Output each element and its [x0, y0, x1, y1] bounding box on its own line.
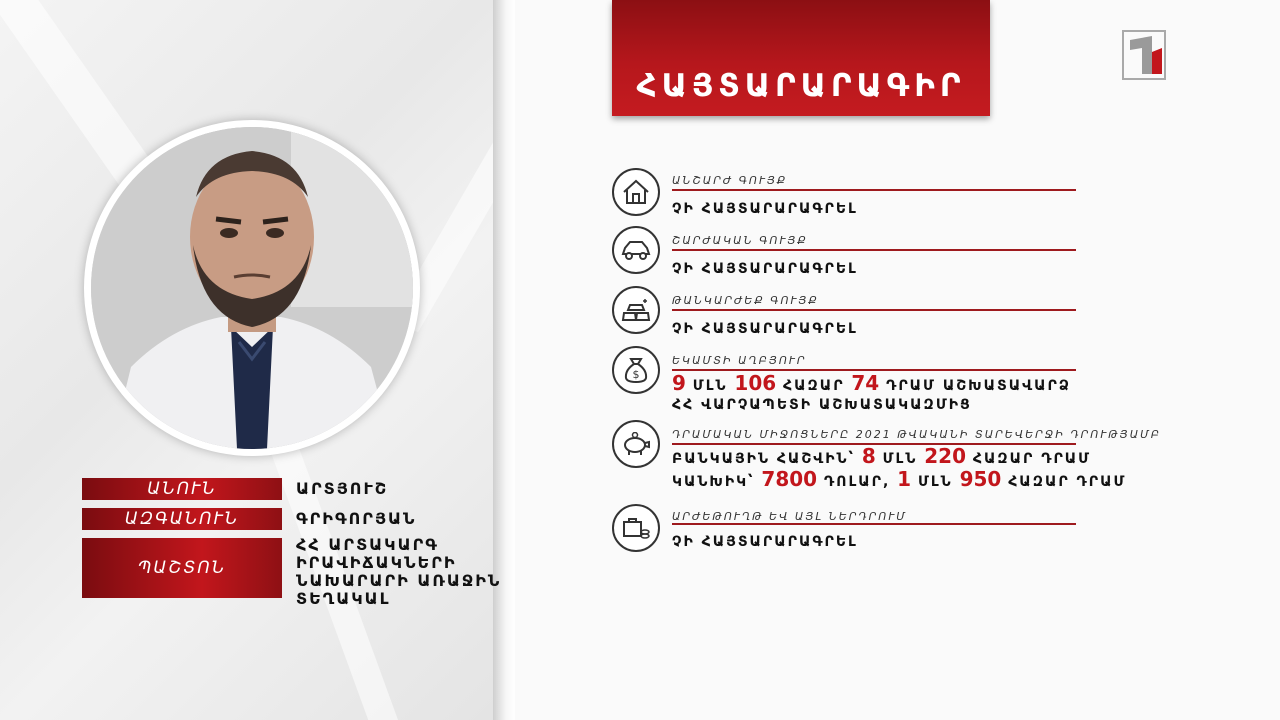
funds-cash	[672, 467, 1127, 492]
row-value: ՉԻ ՀԱՅՏԱՐԱՐԱԳՐԵԼ	[672, 321, 858, 337]
funds-number: 7800	[761, 467, 818, 491]
row-divider	[672, 523, 1076, 525]
funds-text: ԴՈԼԱՐ,	[823, 474, 891, 490]
income-value	[672, 371, 1072, 396]
row-label: ԵԿԱՄՏԻ ԱՂԲՅՈՒՐ	[672, 354, 807, 367]
row-label: ԴՐԱՄԱԿԱՆ ՄԻՋՈՑՆԵՐԸ 2021 ԹՎԱԿԱՆԻ ՏԱՐԵՎԵՐՋԻ ԴՐՈՒԹՅԱՄԲ	[672, 428, 1161, 441]
row-divider	[672, 189, 1076, 191]
surname-label: ԱԶԳԱՆՈՒՆ	[82, 508, 282, 530]
row-label: ԱՐԺԵԹՈՒՂԹ ԵՎ ԱՅԼ ՆԵՐԴՐՈՒՄ	[672, 510, 907, 523]
page-fold	[493, 0, 515, 720]
channel-logo-icon	[1122, 30, 1166, 80]
row-value: ՉԻ ՀԱՅՏԱՐԱՐԱԳՐԵԼ	[672, 201, 858, 217]
income-number: 9	[672, 371, 686, 395]
funds-text: ՄԼՆ	[917, 474, 953, 490]
row-value: ՉԻ ՀԱՅՏԱՐԱՐԱԳՐԵԼ	[672, 534, 858, 550]
position-label: ՊԱՇՏՈՆ	[82, 538, 282, 598]
position-line: ՆԱԽԱՐԱՐԻ ԱՌԱՋԻՆ	[296, 571, 502, 590]
income-number: 106	[734, 371, 777, 395]
name-label: ԱՆՈՒՆ	[82, 478, 282, 500]
position-line: ՏԵՂԱԿԱԼ	[296, 589, 391, 608]
position-line: ՀՀ ԱՐՏԱԿԱՐԳ	[296, 535, 439, 554]
funds-text: ԲԱՆԿԱՅԻՆ ՀԱՇՎԻՆ՝	[672, 451, 855, 467]
page-title: ՀԱՅՏԱՐԱՐԱԳԻՐ	[636, 68, 966, 104]
position-line: ԻՐԱՎԻՃԱԿՆԵՐԻ	[296, 553, 457, 572]
gold-bars-icon	[612, 286, 660, 334]
portrait-photo	[91, 127, 413, 449]
income-source: ՀՀ ՎԱՐՉԱՊԵՏԻ ԱՇԽԱՏԱԿԱԶՄԻՑ	[672, 397, 972, 413]
funds-text: ԿԱՆԽԻԿ՝	[672, 474, 755, 490]
row-value: ՉԻ ՀԱՅՏԱՐԱՐԱԳՐԵԼ	[672, 261, 858, 277]
row-label: ՇԱՐԺԱԿԱՆ ԳՈՒՅՔ	[672, 234, 808, 247]
house-icon	[612, 168, 660, 216]
income-text: ՀԱԶԱՐ	[783, 378, 845, 394]
funds-bank	[672, 444, 1092, 469]
funds-text: ՀԱԶԱՐ ԴՐԱՄ	[972, 451, 1092, 467]
money-bag-icon	[612, 346, 660, 394]
income-text: ԴՐԱՄ ԱՇԽԱՏԱՎԱՐՁ	[886, 378, 1072, 394]
income-number: 74	[851, 371, 880, 395]
row-divider	[672, 309, 1076, 311]
piggy-bank-icon	[612, 420, 660, 468]
surname-value: ԳՐԻԳՈՐՅԱՆ	[296, 509, 417, 528]
funds-text: ՄԼՆ	[882, 451, 918, 467]
row-label: ԱՆՇԱՐԺ ԳՈՒՅՔ	[672, 174, 788, 187]
car-icon	[612, 226, 660, 274]
funds-number: 220	[924, 444, 966, 468]
funds-number: 950	[959, 467, 1002, 491]
svg-text:$: $	[632, 368, 640, 381]
funds-number: 1	[897, 467, 912, 491]
income-text: ՄԼՆ	[692, 378, 728, 394]
row-divider	[672, 249, 1076, 251]
position-value	[296, 536, 501, 608]
funds-text: ՀԱԶԱՐ ԴՐԱՄ	[1008, 474, 1127, 490]
briefcase-coins-icon	[612, 504, 660, 552]
name-value: ԱՐՏՅՈՒՇ	[296, 479, 389, 498]
row-label: ԹԱՆԿԱՐԺԵՔ ԳՈՒՅՔ	[672, 294, 819, 307]
funds-number: 8	[861, 444, 876, 468]
